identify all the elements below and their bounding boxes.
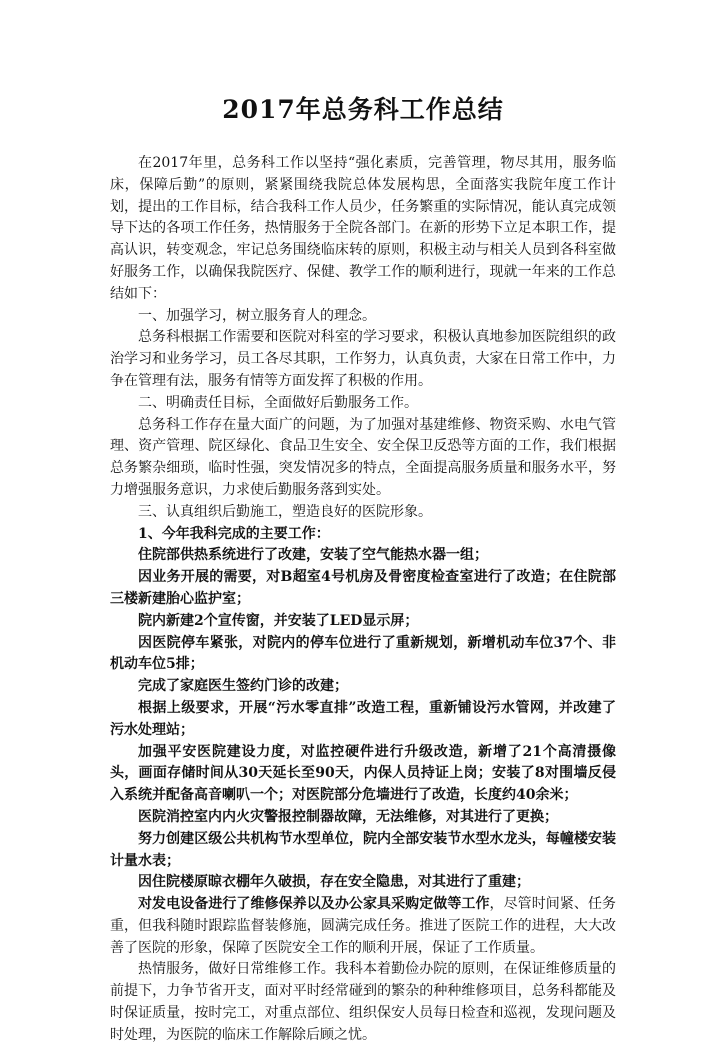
work-item: 努力创建区级公共机构节水型单位，院内全部安装节水型水龙头，每幢楼安装计量水表； xyxy=(110,830,616,869)
work-item-mixed-normal: ，尽管时间紧、任务重，但我科随时跟踪监督装修施，圆满完成任务。推进了医院工作的进程，大大改善了医院的形象，保障了医院安全工作的顺利开展，保证了工作质量。 xyxy=(110,896,617,956)
work-item: 因医院停车紧张，对院内的停车位进行了重新规划，新增机动车位37个、非机动车位5排； xyxy=(110,634,616,673)
intro-paragraph: 在2017年里，总务科工作以坚持“强化素质，完善管理，物尽其用，服务临床，保障后勤”的原则，紧紧围绕我院总体发展构思，全面落实我院年度工作计划，提出的工作目标，结合我科工作人员少，任务繁重的实际情况，能认真完成领导下达的各项工作任务，热情服务于全院各部门。在新的形势下立足本职工作，提高认识，转变观念，牢记总务围绕临床转的原则，积极主动与相关人员到各科室做好服务工作，以确保我院医疗、保健、教学工作的顺利进行，现就一年来的工作总结如下： xyxy=(110,155,616,302)
work-item: 加强平安医院建设力度，对监控硬件进行升级改造，新增了21个高清摄像头，画面存储时间从30天延长至90天，内保人员持证上岗；安装了8对围墙反侵入系统并配备高音喇叭一个；对医院部分危墙进行了改造，长度约40余米； xyxy=(110,743,616,804)
work-item: 因住院楼原晾衣棚年久破损，存在安全隐患，对其进行了重建； xyxy=(138,874,530,891)
section-heading-1: 一、加强学习，树立服务育人的理念。 xyxy=(138,307,376,324)
work-item: 院内新建2个宣传窗，并安装了LED显示屏； xyxy=(138,612,419,629)
work-list-heading: 1、今年我科完成的主要工作： xyxy=(138,525,330,542)
work-item: 根据上级要求，开展“污水零直排”改造工程，重新铺设污水管网，并改建了污水处理站； xyxy=(110,699,616,738)
work-item: 完成了家庭医生签约门诊的改建； xyxy=(138,678,348,695)
closing-paragraph: 热情服务，做好日常维修工作。我科本着勤俭办院的原则，在保证维修质量的前提下，力争节省开支，面对平时经常碰到的繁杂的种种维修项目，总务科都能及时保证质量，按时完工，对重点部位、组织保安人员每日检查和巡视，发现问题及时处理，为医院的临床工作解除后顾之忧。 xyxy=(110,961,616,1043)
work-item: 住院部供热系统进行了改建，安装了空气能热水器一组； xyxy=(138,547,488,564)
work-item: 医院消控室内内火灾警报控制器故障，无法维修，对其进行了更换； xyxy=(138,808,558,825)
section-body-2: 总务科工作存在量大面广的问题，为了加强对基建维修、物资采购、水电气管理、资产管理、院区绿化、食品卫生安全、安全保卫反恐等方面的工作，我们根据总务繁杂细琐，临时性强，突发情况多的特点，全面提高服务质量和服务水平，努力增强服务意识，力求使后勤服务落到实处。 xyxy=(110,416,616,498)
section-heading-2: 二、明确责任目标，全面做好后勤服务工作。 xyxy=(138,394,418,411)
section-body-1: 总务科根据工作需要和医院对科室的学习要求，积极认真地参加医院组织的政治学习和业务学习，员工各尽其职，工作努力，认真负责，大家在日常工作中，力争在管理有法，服务有情等方面发挥了积极的作用。 xyxy=(110,329,616,389)
work-item-mixed xyxy=(110,894,616,959)
document-page xyxy=(110,93,616,1047)
section-heading-3: 三、认真组织后勤施工，塑造良好的医院形象。 xyxy=(138,503,432,520)
work-item: 因业务开展的需要，对B超室4号机房及骨密度检查室进行了改造；在住院部三楼新建胎心监护室； xyxy=(110,569,616,607)
document-title: 2017年总务科工作总结 xyxy=(222,95,504,124)
work-item-mixed-bold: 对发电设备进行了维修保养以及办公家具采购定做等工作 xyxy=(138,896,490,913)
